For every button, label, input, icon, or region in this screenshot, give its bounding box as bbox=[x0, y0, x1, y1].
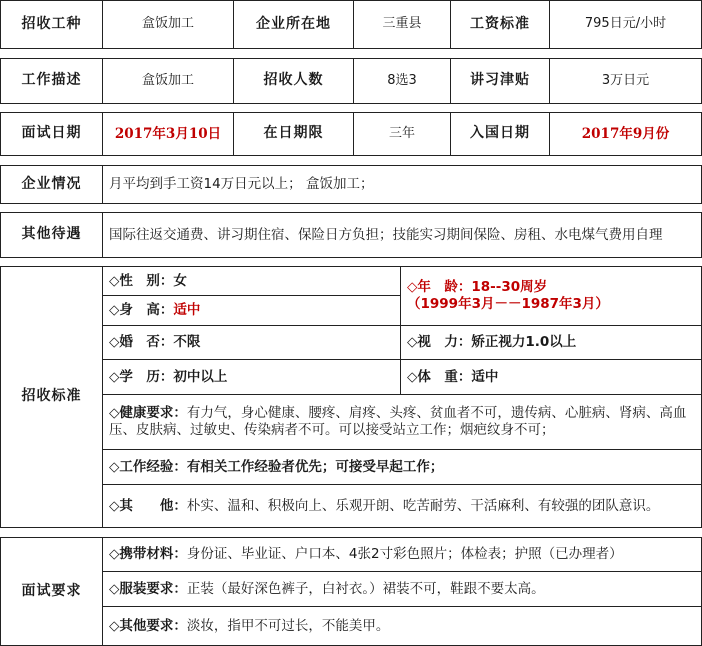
health-cell bbox=[102, 394, 702, 450]
weight-cell bbox=[400, 359, 702, 395]
benefits-label: 其他待遇 bbox=[0, 212, 103, 258]
dress-cell bbox=[102, 571, 702, 607]
allowance-label: 讲习津贴 bbox=[450, 58, 550, 104]
other-value: 朴实、温和、积极向上、乐观开朗、吃苦耐劳、干活麻利、有较强的团队意识。 bbox=[186, 497, 660, 514]
vision-value: 矫正视力1.0以上 bbox=[471, 334, 577, 351]
company-label: 企业情况 bbox=[0, 165, 103, 204]
dress-prefix: ◇服装要求： bbox=[109, 580, 187, 597]
gender-cell bbox=[102, 266, 401, 296]
gender-value: 女 bbox=[173, 272, 187, 289]
education-value: 初中以上 bbox=[173, 368, 228, 385]
interview-date-value: 2017年3月10日 bbox=[102, 112, 234, 156]
other-req-prefix: ◇其他要求： bbox=[109, 617, 187, 634]
other-req-cell bbox=[102, 606, 702, 646]
height-prefix: ◇身 高： bbox=[109, 302, 174, 319]
count-label: 招收人数 bbox=[233, 58, 354, 104]
health-prefix: ◇健康要求： bbox=[109, 405, 187, 422]
height-value: 适中 bbox=[173, 302, 201, 319]
education-cell bbox=[102, 359, 401, 395]
age-line1: ◇年 龄：18--30周岁 bbox=[407, 279, 548, 296]
wage-label: 工资标准 bbox=[450, 0, 550, 49]
marriage-value: 不限 bbox=[173, 334, 201, 351]
entry-date-value: 2017年9月份 bbox=[549, 112, 702, 156]
marriage-cell bbox=[102, 325, 401, 360]
materials-prefix: ◇携带材料： bbox=[109, 546, 187, 563]
marriage-prefix: ◇婚 否： bbox=[109, 334, 174, 351]
entry-date-label: 入国日期 bbox=[450, 112, 550, 156]
interview-req-label: 面试要求 bbox=[0, 537, 103, 646]
other-req-value: 淡妆，指甲不可过长，不能美甲。 bbox=[186, 617, 390, 634]
allowance-value: 3万日元 bbox=[549, 58, 702, 104]
education-prefix: ◇学 历： bbox=[109, 368, 174, 385]
age-line2: （1999年3月－－1987年3月） bbox=[407, 296, 609, 312]
materials-value: 身份证、毕业证、户口本、4张2寸彩色照片；体检表；护照（已办理者） bbox=[186, 546, 623, 563]
term-value: 三年 bbox=[353, 112, 451, 156]
benefits-value: 国际往返交通费、讲习期住宿、保险日方负担；技能实习期间保险、房租、水电煤气费用自理 bbox=[102, 212, 702, 258]
weight-value: 适中 bbox=[471, 368, 499, 385]
term-label: 在日期限 bbox=[233, 112, 354, 156]
location-value: 三重县 bbox=[353, 0, 451, 49]
desc-value: 盒饭加工 bbox=[102, 58, 234, 104]
desc-label: 工作描述 bbox=[0, 58, 103, 104]
health-value: 有力气，身心健康、腰疼、肩疼、头疼、贫血者不可，遗传病、心脏病、肾病、高血压、皮肤病、过敏史、传染病者不可。可以接受站立工作；烟疤纹身不可； bbox=[109, 405, 687, 438]
materials-cell bbox=[102, 537, 702, 572]
location-label: 企业所在地 bbox=[233, 0, 354, 49]
experience-value: 有相关工作经验者优先；可接受早起工作； bbox=[186, 458, 444, 475]
health-text bbox=[109, 405, 695, 439]
dress-value: 正装（最好深色裤子，白衬衣。）裙装不可，鞋跟不要太高。 bbox=[186, 580, 545, 597]
count-value: 8选3 bbox=[353, 58, 451, 104]
company-value: 月平均到手工资14万日元以上； 盒饭加工； bbox=[102, 165, 702, 204]
vision-cell bbox=[400, 325, 702, 360]
experience-prefix: ◇工作经验： bbox=[109, 458, 187, 475]
age-cell bbox=[400, 266, 702, 326]
experience-cell bbox=[102, 449, 702, 485]
vision-prefix: ◇视 力： bbox=[407, 334, 472, 351]
weight-prefix: ◇体 重： bbox=[407, 368, 472, 385]
wage-value: 795日元/小时 bbox=[549, 0, 702, 49]
interview-date-label: 面试日期 bbox=[0, 112, 103, 156]
gender-prefix: ◇性 别： bbox=[109, 272, 174, 289]
other-prefix: ◇其 他： bbox=[109, 497, 187, 514]
other-text bbox=[109, 498, 659, 515]
type-label: 招收工种 bbox=[0, 0, 103, 49]
type-value: 盒饭加工 bbox=[102, 0, 234, 49]
height-cell bbox=[102, 295, 401, 326]
other-cell bbox=[102, 484, 702, 528]
criteria-label: 招收标准 bbox=[0, 266, 103, 528]
